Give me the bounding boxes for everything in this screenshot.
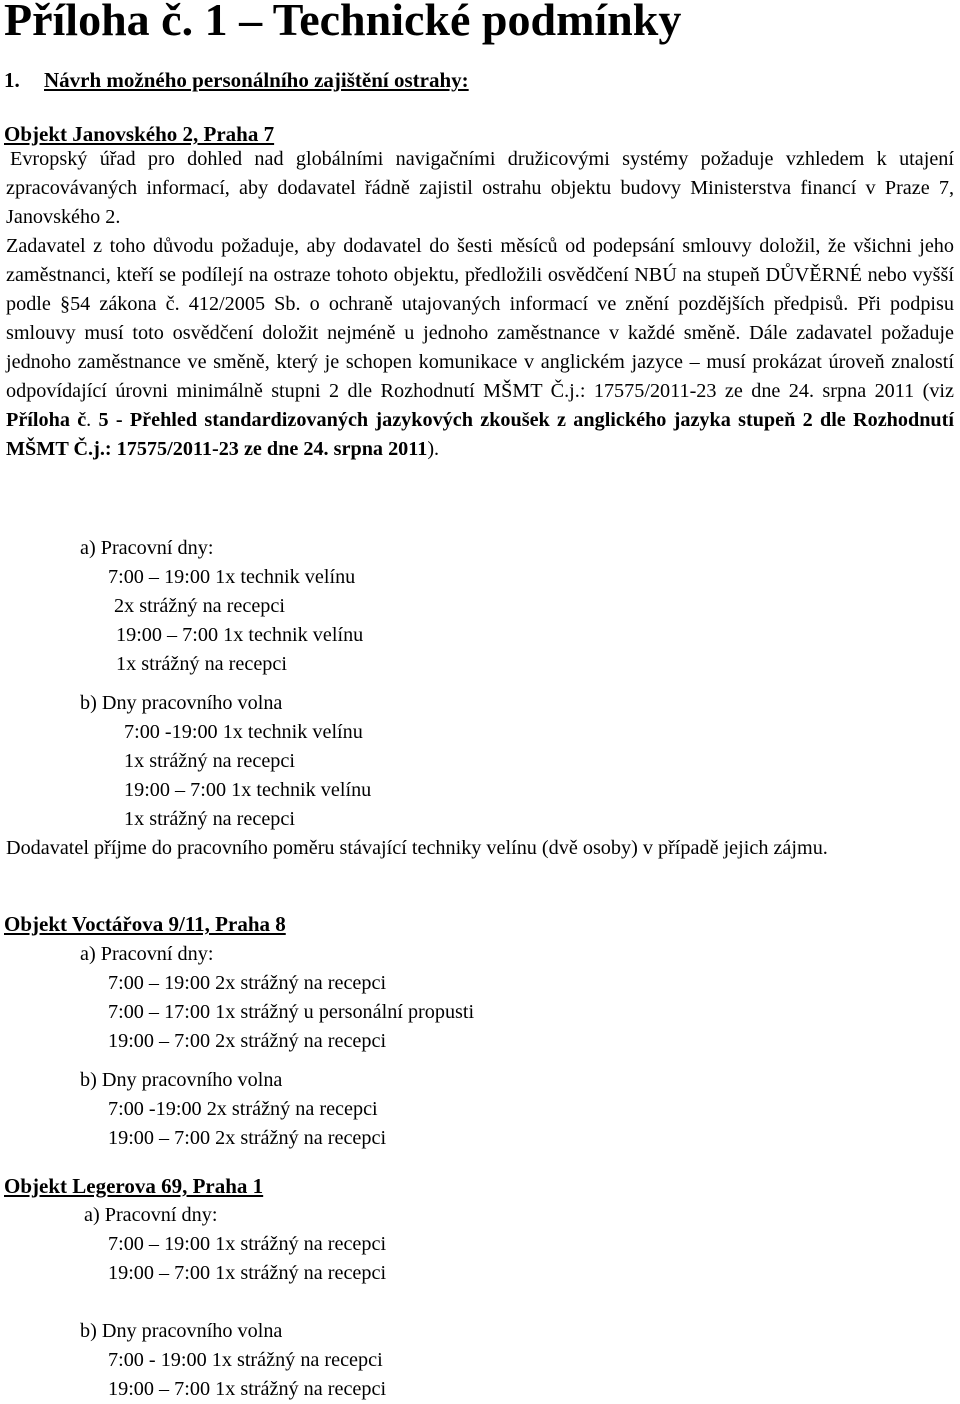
offdays-label-voctarova: b) Dny pracovního volna <box>80 1069 283 1091</box>
shift-line: 7:00 – 19:00 1x technik velínu <box>108 566 356 588</box>
workdays-label-voctarova: a) Pracovní dny: <box>80 943 214 965</box>
object-heading-janovskeho: Objekt Janovského 2, Praha 7 <box>4 122 275 146</box>
object-heading-voctarova: Objekt Voctářova 9/11, Praha 8 <box>4 912 286 936</box>
shift-line: 2x strážný na recepci <box>114 595 285 617</box>
section-heading <box>4 66 469 94</box>
section-heading-text: Návrh možného personálního zajištění ostrahy: <box>44 68 469 92</box>
annex-reference-dot: . <box>86 409 92 431</box>
shift-line: 7:00 -19:00 1x technik velínu <box>124 721 363 743</box>
offdays-label-janovskeho: b) Dny pracovního volna <box>80 692 283 714</box>
intro-paragraph: Evropský úřad pro dohled nad globálními navigačními družicovými systémy požaduje vzhledem k utajení zpracovávaných informací, aby dodavatel řádně zajistil ostrahu objektu budovy Ministerstva financí v Praze 7, Janovského 2. <box>6 148 954 228</box>
shift-line: 19:00 – 7:00 1x technik velínu <box>116 624 364 646</box>
shift-line: 19:00 – 7:00 1x strážný na recepci <box>108 1262 387 1284</box>
shift-line: 7:00 – 19:00 1x strážný na recepci <box>108 1233 387 1255</box>
workdays-label-janovskeho: a) Pracovní dny: <box>80 537 214 559</box>
object-heading-legerova: Objekt Legerova 69, Praha 1 <box>4 1174 264 1198</box>
requirements-paragraph <box>6 232 954 464</box>
workdays-label-legerova: a) Pracovní dny: <box>84 1204 218 1226</box>
annex-reference-closing: ). <box>427 438 440 460</box>
annex-reference-part-a: Příloha č <box>6 409 87 431</box>
staff-takeover-note: Dodavatel příjme do pracovního poměru stávající techniky velínu (dvě osoby) v případě jejich zájmu. <box>6 837 828 859</box>
shift-line: 1x strážný na recepci <box>124 808 295 830</box>
shift-line: 7:00 -19:00 2x strážný na recepci <box>108 1098 378 1120</box>
shift-line: 7:00 – 17:00 1x strážný u personální propusti <box>108 1001 475 1023</box>
shift-line: 19:00 – 7:00 2x strážný na recepci <box>108 1030 387 1052</box>
shift-line: 19:00 – 7:00 1x technik velínu <box>124 779 372 801</box>
shift-line: 19:00 – 7:00 1x strážný na recepci <box>108 1378 387 1400</box>
shift-line: 19:00 – 7:00 2x strážný na recepci <box>108 1127 387 1149</box>
requirements-text: Zadavatel z toho důvodu požaduje, aby dodavatel do šesti měsíců od podepsání smlouvy doložil, že všichni jeho zaměstnanci, kteří se podílejí na ostraze tohoto objektu, předložili osvědčení NBÚ na stupeň DŮVĚRNÉ nebo vyšší podle §54 zákona č. 412/2005 Sb. o ochraně utajovaných informací ve znění pozdějších předpisů. Při podpisu smlouvy musí toto osvědčení doložit nejméně u jednoho zaměstnance v každé směně. Dále zadavatel požaduje jednoho zaměstnance ve směně, který je schopen komunikace v anglickém jazyce – musí prokázat úroveň znalostí odpovídající úrovni minimálně stupni 2 dle Rozhodnutí MŠMT Č.j.: 17575/2011-23 ze dne 24. srpna 2011 (viz <box>6 235 954 402</box>
section-number: 1. <box>4 68 20 92</box>
shift-line: 7:00 – 19:00 2x strážný na recepci <box>108 972 387 994</box>
annex-reference-part-b: 5 - Přehled standardizovaných jazykových zkoušek z anglického jazyka stupeň 2 dle Rozhodnutí MŠMT Č.j.: 17575/2011-23 ze dne 24. srpna 2011 <box>6 409 954 460</box>
document-title: Příloha č. 1 – Technické podmínky <box>4 0 682 45</box>
offdays-label-legerova: b) Dny pracovního volna <box>80 1320 283 1342</box>
shift-line: 1x strážný na recepci <box>124 750 295 772</box>
shift-line: 7:00 - 19:00 1x strážný na recepci <box>108 1349 383 1371</box>
shift-line: 1x strážný na recepci <box>116 653 287 675</box>
